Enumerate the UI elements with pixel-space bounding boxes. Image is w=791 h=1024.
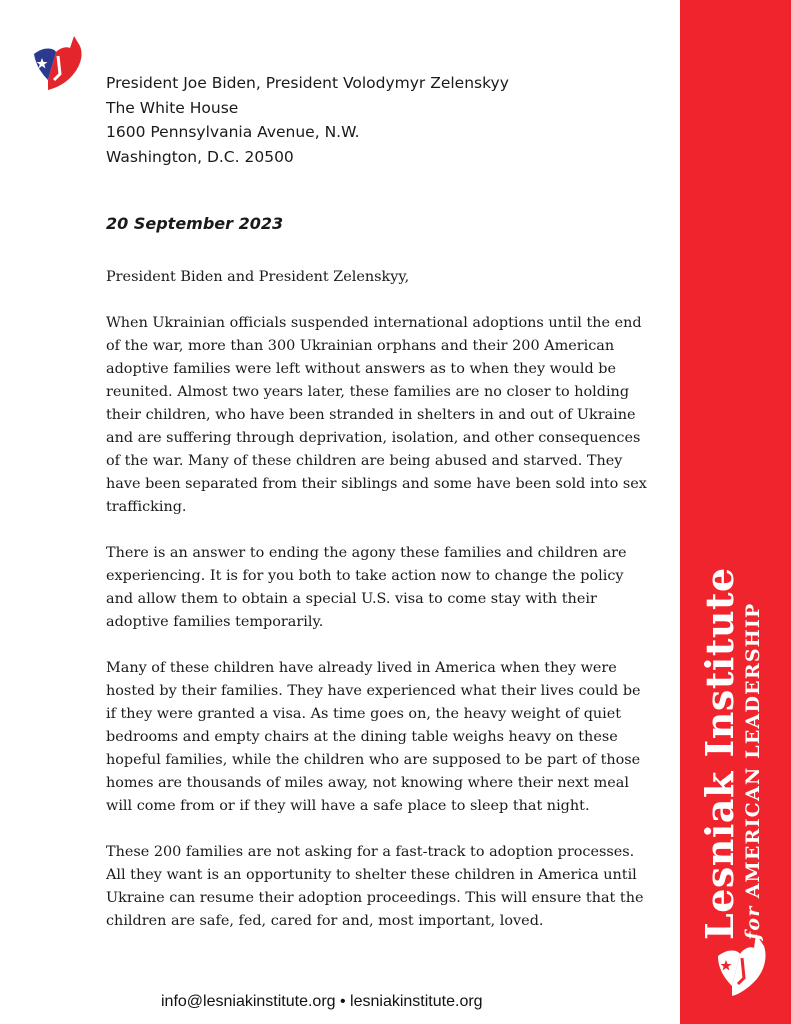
body-paragraph: There is an answer to ending the agony these families and children are experiencing. It is for you both to take action now to change the policy and allow them to obtain a special U.S. visa to come stay with their adoptive families temporarily.: [106, 545, 627, 630]
brand-tagline-for: for: [742, 905, 764, 940]
letter-date: 20 September 2023: [106, 214, 284, 233]
sidebar-logo-icon: [712, 930, 770, 1007]
salutation: President Biden and President Zelenskyy,: [106, 269, 410, 285]
body-paragraph: Many of these children have already lived in America when they were hosted by their families. They have experienced what their lives could be if they were granted a visa. As time goes on, the heavy weight of quiet bedrooms and empty chairs at the dining table weighs heavy on these hopeful families, while the children who are supposed to be part of those homes are thousands of miles away, not knowing where their next meal will come from or if they will have a safe place to sleep that night.: [106, 660, 641, 814]
brand-tagline: [741, 567, 765, 940]
body-paragraph: When Ukrainian officials suspended international adoptions until the end of the war, more than 300 Ukrainian orphans and their 200 American adoptive families were left without answers as to when they would be reunited. Almost two years later, these families are no closer to holding their children, who have been stranded in shelters in and out of Ukraine and are suffering through deprivation, isolation, and other consequences of the war. Many of these children are being abused and starved. They have been separated from their siblings and some have been sold into sex trafficking.: [106, 315, 647, 515]
footer-contact: info@lesniakinstitute.org • lesniakinstitute.org: [161, 993, 483, 1010]
address-line: 1600 Pennsylvania Avenue, N.W.: [106, 123, 360, 141]
brand-name: Lesniak Institute: [697, 567, 742, 940]
brand-tagline-main: AMERICAN LEADERSHIP: [742, 602, 764, 899]
lesniak-logo-icon: [30, 34, 92, 99]
letter-body: [106, 266, 651, 956]
address-line: The White House: [106, 98, 239, 117]
body-paragraph: These 200 families are not asking for a fast-track to adoption processes. All they want is an opportunity to shelter these children in America until Ukraine can resume their adoption proceedings. This will ensure that the children are safe, fed, cared for and, most important, loved.: [106, 844, 644, 929]
address-line: President Joe Biden, President Volodymyr Zelenskyy: [106, 74, 509, 92]
recipient-address: [106, 71, 646, 169]
address-line: Washington, D.C. 20500: [106, 147, 294, 166]
